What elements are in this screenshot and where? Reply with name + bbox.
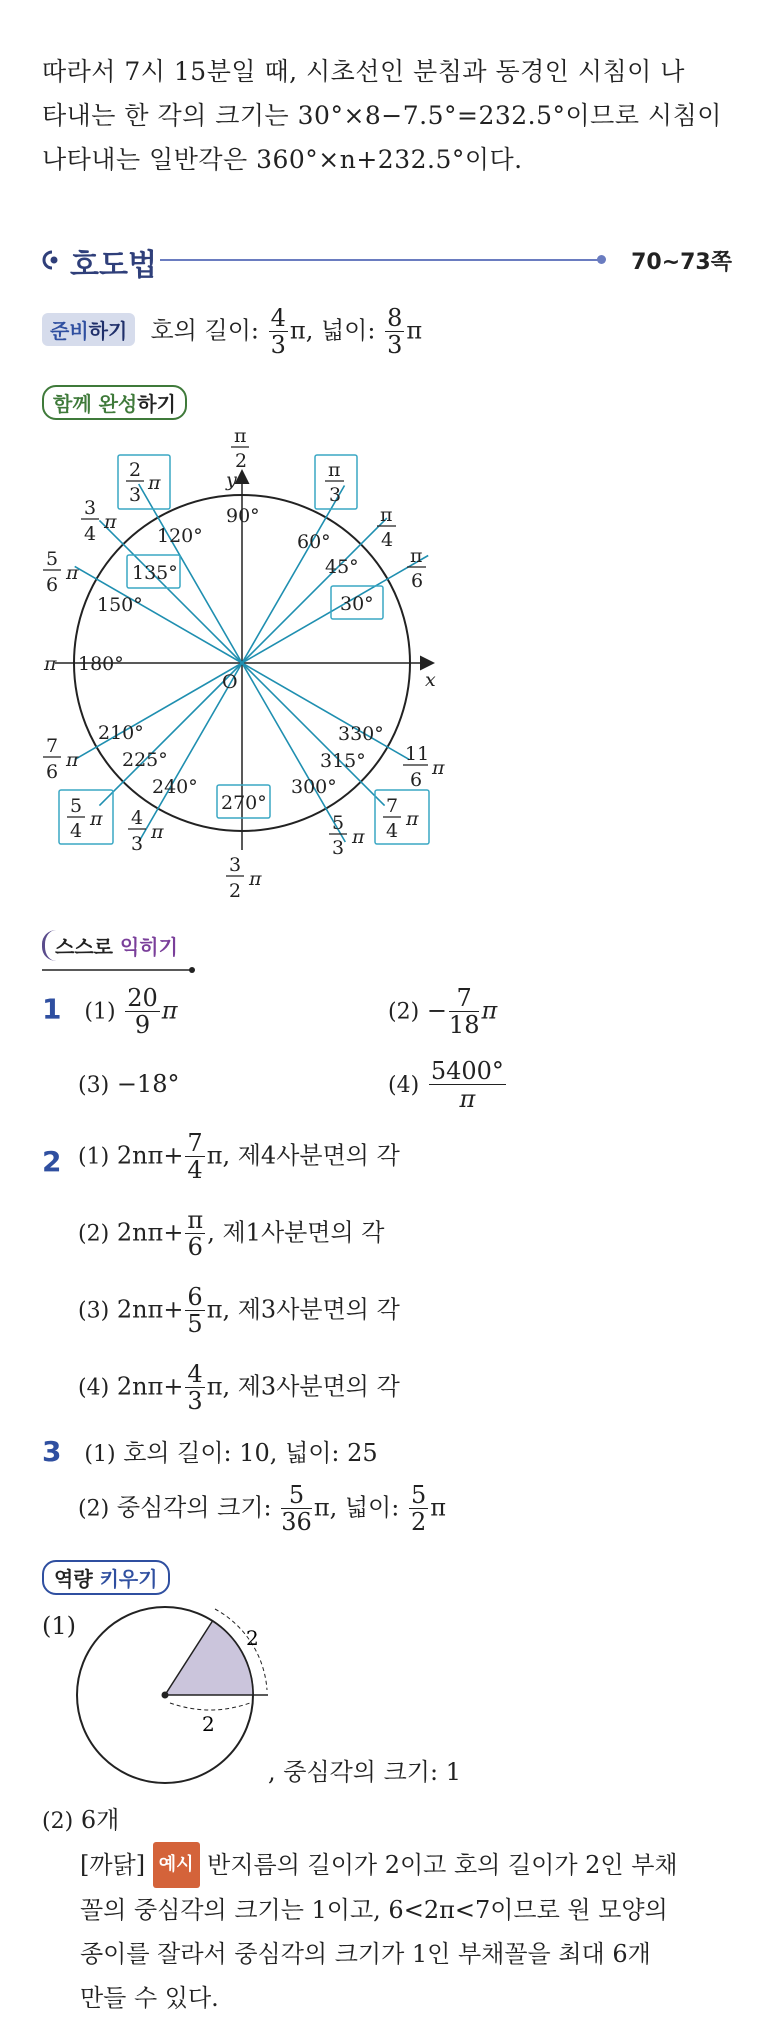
degree-label: 150°: [97, 594, 143, 616]
svg-text:4: 4: [70, 820, 83, 842]
intro-paragraph: [42, 50, 732, 182]
p2-answer-row: (2) 6개: [42, 1806, 120, 1834]
svg-text:π: π: [432, 757, 445, 779]
degree-label: 210°: [98, 722, 144, 744]
prep-arc-label: 호의 길이:: [150, 316, 259, 345]
section-title: 호도법: [70, 248, 157, 283]
svg-text:π: π: [234, 425, 247, 447]
power-tag: 역량 키우기: [42, 1560, 170, 1595]
q1-a1-fraction: $\frac{20}{9}$: [127, 984, 158, 1040]
p1-caption: , 중심각의 크기: 1: [268, 1758, 461, 1786]
q2-item: (2) 2nπ+ $\frac{\pi}{6}$ , 제1사분면의 각: [78, 1206, 385, 1262]
rad-label-two-thirds-pi: [126, 459, 161, 506]
rad-label-pi-third: [325, 459, 344, 506]
section-divider: [160, 259, 600, 261]
p2-reason: [까닭] 예시 반지름의 길이가 2이고 호의 길이가 2인 부채 꼴의 중심각의 크기는 1이고, 6<2π<7이므로 원 모양의 종이를 잘라서 중심각의 크기가 1인 부채꼴을 최대 6개 만들 수 있다.: [80, 1842, 740, 2020]
svg-text:4: 4: [386, 820, 399, 842]
degree-label: 135°: [132, 562, 178, 584]
rad-label-five-fourths-pi: [67, 795, 103, 842]
svg-text:π: π: [66, 562, 79, 584]
section-header: [42, 240, 732, 283]
degree-label: 30°: [340, 593, 374, 615]
section-page-range: 70~73쪽: [631, 250, 732, 275]
self-tag-wrap: [42, 930, 188, 961]
svg-text:3: 3: [229, 854, 242, 876]
intro-line-3: 나타내는 일반각은 360°×n+232.5°이다.: [42, 145, 523, 174]
rad-label-four-thirds-pi: [128, 807, 164, 855]
prep-tag: 준비하기: [42, 313, 135, 346]
svg-text:2: 2: [129, 459, 142, 481]
svg-text:5: 5: [332, 812, 345, 834]
svg-text:11: 11: [405, 743, 430, 765]
sector-shaded: [165, 1621, 253, 1695]
power-tag-wrap: [42, 1560, 170, 1595]
prep-arc-fraction: $\frac{4}{3}$: [270, 304, 286, 360]
rad-label-pi-sixth: [407, 545, 426, 592]
svg-text:4: 4: [131, 807, 144, 829]
svg-text:3: 3: [131, 833, 144, 855]
degree-label: 330°: [338, 723, 384, 745]
svg-text:2: 2: [229, 880, 242, 902]
example-tag: 예시: [153, 1842, 200, 1888]
rad-label-seven-fourths-pi: [383, 795, 419, 842]
y-axis-label: y: [226, 469, 237, 491]
svg-text:6: 6: [46, 761, 59, 783]
q1-row-1: 1 (1) $\frac{20}{9}$ π: [42, 984, 178, 1040]
svg-text:π: π: [352, 826, 365, 848]
degree-label: 240°: [152, 776, 198, 798]
svg-text:3: 3: [329, 484, 342, 506]
svg-text:π: π: [90, 808, 103, 830]
degree-label: 90°: [226, 505, 260, 527]
svg-text:3: 3: [129, 484, 142, 506]
svg-text:5: 5: [46, 548, 59, 570]
prep-area-label: 넓이:: [320, 316, 376, 345]
svg-text:π: π: [410, 545, 423, 567]
q2-number: 2: [42, 1145, 62, 1178]
svg-text:7: 7: [386, 795, 399, 817]
rad-label-pi-fourth: [377, 504, 396, 551]
svg-text:3: 3: [332, 837, 345, 859]
degree-label: 270°: [221, 792, 267, 814]
svg-text:4: 4: [381, 529, 394, 551]
svg-text:3: 3: [84, 497, 97, 519]
svg-text:2: 2: [235, 450, 248, 472]
self-practice-tag: 스스로 익히기: [42, 930, 188, 961]
q1-a4: (4) $\frac{5400^\circ}{\pi}$: [388, 1057, 504, 1114]
degree-label: 225°: [122, 749, 168, 771]
rad-label-pi-half: [231, 425, 249, 472]
together-tag: 함께 완성하기: [42, 385, 187, 420]
degree-label: 45°: [325, 556, 359, 578]
degree-label: 300°: [291, 776, 337, 798]
prep-area-fraction: $\frac{8}{3}$: [387, 304, 403, 360]
degree-label: 120°: [157, 525, 203, 547]
rad-label-pi: π: [44, 653, 57, 675]
svg-text:π: π: [406, 808, 419, 830]
q1-number: 1: [42, 992, 62, 1026]
intro-line-2: 타내는 한 각의 크기는 30°×8−7.5°=232.5°이므로 시침이: [42, 101, 722, 130]
svg-text:π: π: [148, 472, 161, 494]
svg-text:6: 6: [46, 574, 59, 596]
q3-row-1: 3 (1) 호의 길이: 10, 넓이: 25: [42, 1435, 378, 1468]
svg-text:π: π: [380, 504, 393, 526]
section-divider-dot: [597, 255, 606, 264]
angle-ray-330: [242, 663, 409, 760]
prep-row: 준비하기 호의 길이: $\frac{4}{3}$ π, 넓이: $\frac{8}{3}$ π: [42, 305, 422, 359]
arc-label: 2: [246, 1626, 259, 1650]
rad-label-seven-sixths-pi: [43, 735, 79, 783]
radius-brace: [170, 1703, 250, 1710]
q2-item: (1) 2nπ+ $\frac{7}{4}$ π, 제4사분면의 각: [78, 1129, 400, 1185]
radius-label: 2: [202, 1712, 215, 1736]
sector-center: [162, 1692, 169, 1699]
svg-text:5: 5: [70, 795, 83, 817]
svg-text:6: 6: [410, 769, 423, 791]
rad-label-eleven-sixths-pi: [403, 743, 445, 791]
unit-circle-diagram: [0, 420, 772, 920]
answer-box: [118, 455, 170, 509]
q1-a2-fraction: $\frac{7}{18}$: [448, 984, 480, 1040]
rad-label-five-sixths-pi: [43, 548, 79, 596]
q2-item: (3) 2nπ+ $\frac{6}{5}$ π, 제3사분면의 각: [78, 1283, 400, 1339]
origin-label: O: [222, 671, 238, 693]
svg-text:π: π: [66, 749, 79, 771]
degree-label: 180°: [78, 653, 124, 675]
q1-a2: (2) − $\frac{7}{18}$ π: [388, 984, 498, 1040]
svg-text:π: π: [249, 868, 262, 890]
degree-label: 60°: [297, 531, 331, 553]
rad-label-five-thirds-pi: [329, 812, 365, 859]
svg-text:4: 4: [84, 523, 97, 545]
angle-ray-210: [75, 663, 242, 760]
q2-item: (4) 2nπ+ $\frac{4}{3}$ π, 제3사분면의 각: [78, 1360, 400, 1416]
self-tag-underline: [42, 966, 202, 974]
section-bullet-icon: [42, 250, 62, 270]
together-tag-wrap: [42, 385, 187, 420]
reason-tag: [까닭]: [80, 1851, 146, 1879]
degree-label: 315°: [320, 750, 366, 772]
svg-text:π: π: [104, 511, 117, 533]
q3-row-2: (2) 중심각의 크기: $\frac{5}{36}$ π, 넓이: $\frac{5}{2}$ π: [78, 1481, 447, 1537]
x-axis-label: x: [425, 669, 436, 691]
p1-label: (1): [42, 1612, 76, 1640]
svg-text:π: π: [151, 821, 164, 843]
q1-a3: (3) −18°: [78, 1070, 180, 1098]
rad-label-three-halves-pi: [226, 854, 262, 902]
q3-number: 3: [42, 1435, 62, 1468]
intro-line-1: 따라서 7시 15분일 때, 시초선인 분침과 동경인 시침이 나: [42, 57, 685, 86]
q1-a4-fraction: $\frac{5400^\circ}{\pi}$: [430, 1057, 504, 1114]
svg-text:π: π: [328, 459, 341, 481]
svg-text:7: 7: [46, 735, 59, 757]
sector-figure: [70, 1595, 290, 1795]
svg-text:6: 6: [411, 570, 424, 592]
